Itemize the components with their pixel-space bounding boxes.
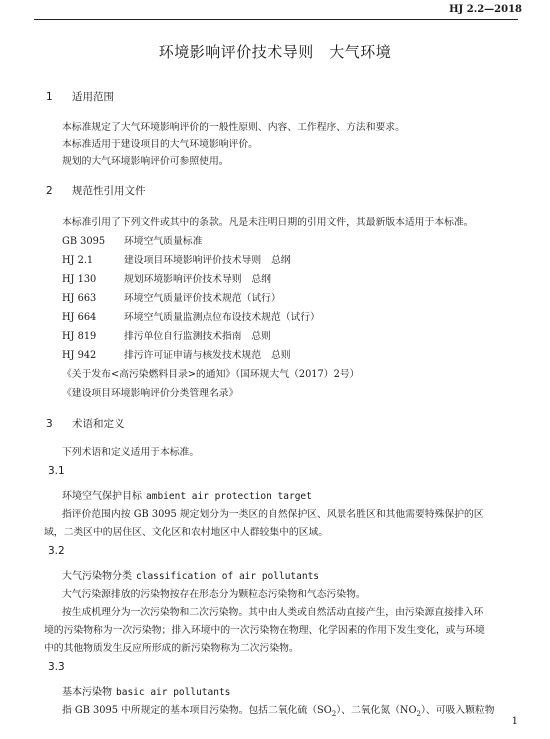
term-heading — [62, 487, 312, 502]
text-run: ）、二氧化氮（NO — [336, 705, 417, 716]
term-heading — [62, 683, 230, 698]
section-title: 术语和定义 — [72, 418, 125, 430]
section-title: 适用范围 — [72, 91, 114, 103]
reference-name: 排污单位自行监测技术指南 总则 — [124, 331, 271, 342]
text-run: 指 GB 3095 中所规定的基本项目污染物。包括二氧化硫（SO — [62, 705, 332, 716]
section-1-heading — [46, 89, 114, 104]
term-en: classification of air pollutants — [136, 571, 320, 582]
paragraph-line: 指评价范围内按 GB 3095 规定划分为一类区的自然保护区、风景名胜区和其他需要特殊保护的区 — [62, 509, 484, 520]
paragraph-line: 大气污染源排放的污染物按存在形态分为颗粒态污染物和气态污染物。 — [62, 589, 366, 600]
subscript: 2 — [331, 709, 337, 718]
paragraph-line — [62, 702, 495, 718]
paragraph-line: 本标准规定了大气环境影响评价的一般性原则、内容、工作程序、方法和要求。 — [62, 122, 405, 133]
header-rule — [34, 19, 518, 20]
section-number: 2 — [46, 185, 53, 197]
term-en: ambient air protection target — [146, 491, 312, 502]
paragraph-line: 按生成机理分为一次污染物和二次污染物。其中由人类或自然活动直接产生，由污染源直接排入环 — [62, 607, 484, 618]
section-title: 规范性引用文件 — [72, 185, 146, 197]
term-cn: 基本污染物 — [62, 687, 112, 698]
reference-name: 环境空气质量评价技术规范（试行） — [124, 293, 281, 304]
term-cn: 大气污染物分类 — [62, 571, 132, 582]
term-en: basic air pollutants — [116, 687, 231, 698]
paragraph-line: 境的污染物称为一次污染物；排入环境中的一次污染物在物理、化学因素的作用下发生变化，或与环境 — [44, 625, 485, 636]
reference-name: 排污许可证申请与核发技术规范 总则 — [124, 350, 291, 361]
reference-row — [62, 309, 320, 323]
section-number: 3 — [46, 418, 53, 430]
reference-notice: 《关于发布<高污染燃料目录>的通知》（国环规大气（2017）2号） — [62, 369, 360, 380]
reference-row — [62, 271, 271, 285]
subscript: 2 — [416, 709, 422, 718]
reference-name: 环境空气质量标准 — [124, 236, 203, 247]
reference-row — [62, 252, 291, 266]
reference-name: 规划环境影响评价技术导则 总纲 — [124, 274, 271, 285]
paragraph-line: 中的其他物质发生反应所形成的新污染物称为二次污染物。 — [44, 643, 299, 654]
reference-code: HJ 942 — [62, 350, 97, 361]
reference-code: HJ 663 — [62, 293, 97, 304]
reference-code: HJ 664 — [62, 312, 97, 323]
paragraph-line: 规划的大气环境影响评价可参照使用。 — [62, 156, 229, 167]
document-title: 环境影响评价技术导则 大气环境 — [158, 43, 392, 61]
paragraph-line: 本标准引用了下列文件或其中的条款。凡是未注明日期的引用文件，其最新版本适用于本标准。 — [62, 217, 474, 228]
reference-code: HJ 2.1 — [62, 255, 94, 266]
term-cn: 环境空气保护目标 — [62, 491, 142, 502]
reference-row — [62, 347, 291, 361]
paragraph-line: 本标准适用于建设项目的大气环境影响评价。 — [62, 139, 258, 150]
page-number: 1 — [511, 716, 518, 727]
paragraph-line: 域，二类区中的居住区、文化区和农村地区中人群较集中的区域。 — [44, 527, 329, 538]
text-run: ）、可吸入颗粒物 — [421, 705, 495, 716]
reference-name: 环境空气质量监测点位布设技术规范（试行） — [124, 312, 320, 323]
reference-row — [62, 233, 202, 247]
section-3-heading — [46, 416, 125, 431]
term-number: 3.1 — [48, 465, 65, 477]
section-number: 1 — [46, 91, 53, 103]
term-heading — [62, 567, 319, 582]
term-number: 3.3 — [48, 661, 65, 673]
reference-code: HJ 819 — [62, 331, 97, 342]
term-number: 3.2 — [48, 545, 65, 557]
section-2-heading — [46, 183, 146, 198]
reference-code: HJ 130 — [62, 274, 97, 285]
reference-notice: 《建设项目环境影响评价分类管理名录》 — [62, 388, 239, 399]
standard-code: HJ 2.2—2018 — [449, 4, 522, 15]
reference-name: 建设项目环境影响评价技术导则 总纲 — [124, 255, 291, 266]
paragraph-line: 下列术语和定义适用于本标准。 — [62, 447, 200, 458]
reference-code: GB 3095 — [62, 236, 106, 247]
reference-row — [62, 290, 281, 304]
reference-row — [62, 328, 271, 342]
